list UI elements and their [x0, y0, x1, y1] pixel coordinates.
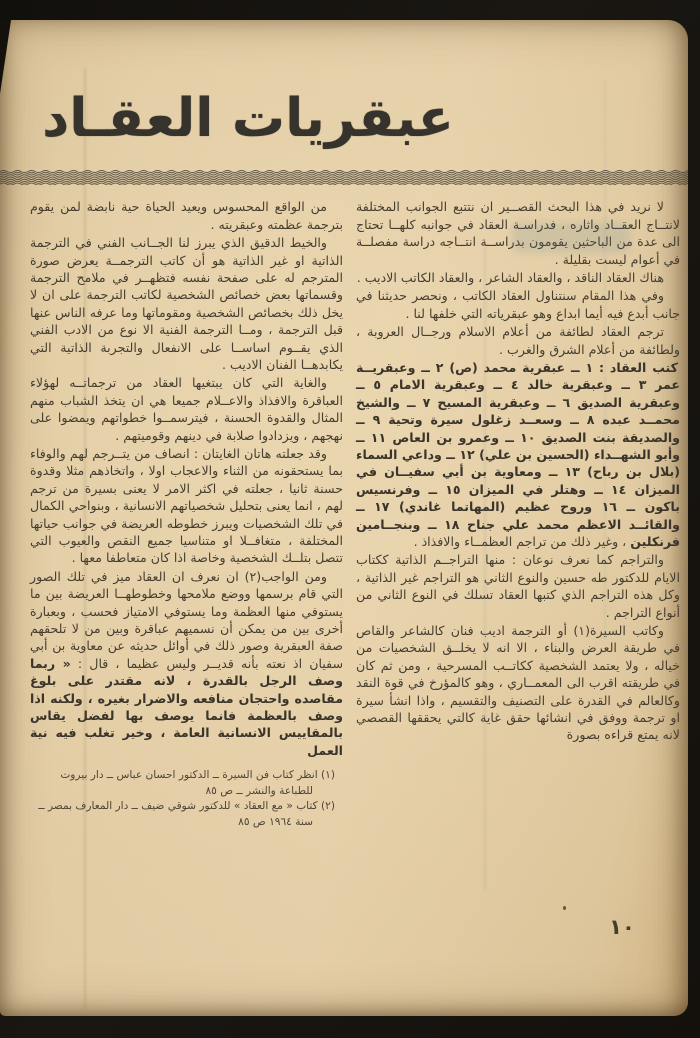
scanned-magazine-page — [0, 20, 688, 1016]
footnote-2: (٢) كتاب « مع العقاد » للدكتور شوقي ضيف ــ دار المعارف بمصر ــ سنة ١٩٦٤ ص ٨٥ — [38, 800, 335, 828]
footnotes — [30, 768, 343, 830]
page-number: ١٠ — [609, 915, 635, 939]
paragraph-translations: ترجم العقاد لطائفة من أعلام الاسلام ورجــال العروبة ، ولطائفة من أعلام الشرق والغرب . — [356, 324, 680, 357]
ink-bleed-line — [604, 80, 606, 640]
paper-speck — [563, 906, 566, 910]
ink-bleed-ghost-text — [512, 223, 630, 253]
scan-corner-shadow — [0, 20, 11, 94]
article-body — [0, 185, 688, 830]
paragraph-continuation: من الواقع المحسوس ويعيد الحياة حية نابضة لمن يقوم بترجمة عظمته وعبقريته . — [30, 199, 343, 232]
paragraph-scope: وفي هذا المقام سنتناول العقاد الكاتب ، ونحصر حديثنا في جانب أبدع فيه أيما ابداع وهو عبقرياته التي خلفها لنا . — [356, 288, 680, 321]
column-left — [30, 198, 343, 830]
paragraph-intro: لا نريد في هذا البحث القصــير ان نتتبع الجوانب المختلفة لانتــاج العقــاد واثاره ، فدراسـة العقاد في جوانبه كلهــا تحتاج الى عدة من الباحثين يقومون بدراســة انتــاجه دراسة مفصلــة في أعوام ليست بقليلة . — [356, 199, 680, 267]
decorative-wavy-rule — [0, 170, 688, 185]
footnote-1: (١) انظر كتاب فن السيرة ــ الدكتور احسان عباس ــ دار بيروت للطباعة والنشر ــ ص ٨٥ — [60, 769, 335, 797]
page-title: عبقريات العقـاد — [42, 88, 454, 149]
paragraph-aqqad-roles: هناك العقاد الناقد ، والعقاد الشاعر ، والعقاد الكاتب الاديب . — [356, 269, 664, 285]
column-right — [356, 198, 680, 745]
paragraph-muawiya-quote — [30, 568, 343, 759]
paragraph-biographer-art: وكاتب السيرة(١) أو الترجمة اديب فنان كالشاعر والقاص في طريقة العرض والبناء ، الا انه لا يخلــق الشخصيات من خياله ، ولا يعتمد الشخصية ككاتــب المسرحية ، ومن ثم كان في طريقته اقرب الى المعمــاري ، وهو كالمؤرخ في قوة النقد وكالعالم في القدرة على التصنيف والتقسيم ، واذا انشأ سيرة او ترجمة ووفق في انشائها حقق غاية كالتي يحققها القصصي لانه يمتع قراءه بصورة — [356, 623, 680, 743]
paragraph-fine-thread: والخيط الدقيق الذي يبرز لنا الجــانب الفني في الترجمة الذاتية او غير الذاتية هو أن كاتب الترجمــة يعرض صورة المترجم له على صفحة نفسه فتظهــر في ملامح الترجمة وقسماتها بعض خصائص الشخصية لكاتب الترجمة على ان لا يخل ذلك بخصائص الشخصية ومقوماتها وما عرفه الناس عنها قبل الترجمة ، ومــا الترجمة الفنية الا نوع من الادب الفني الذي يقــوم اساســا على الانفعال والتجربة الذاتية التي يكابدهــا الفنان الاديب . — [30, 235, 343, 372]
book-list-tail: ، وغير ذلك من تراجم العظمــاء والافذاذ . — [413, 534, 631, 550]
book-list-bold: كتب العقاد : ١ ــ عبقرية محمد (ص) ٢ ــ وعبقريــة عمر ٣ ــ وعبقرية خالد ٤ ــ وعبقرية الامام ٥ ــ وعبقرية الصديق ٦ ــ وعبقرية المسيح ٧ ــ والشيخ محمــد عبده ٨ ــ وسعــد زغلول سيرة وتحية ٩ ــ والصديقة بنت الصديق ١٠ ــ وعمرو بن العاص ١١ ــ وأبو الشهــداء (الحسين بن علي) ١٢ ــ وداعي السماء (بلال بن رباح) ١٣ ــ ومعاوية بن أبي سفيــان في الميزان ١٤ ــ وهتلر في الميزان ١٥ ــ وفرنسيس باكون ــ ١٦ وروح عظيم (المهاتما غاندي) ١٧ ــ والقائــد الاعظم محمد علي جناح ١٨ ــ وبنجــامين فرنكلين — [356, 359, 680, 550]
paragraph-biography-types: والتراجم كما نعرف نوعان : منها التراجــم الذاتية ككتاب الايام للدكتور طه حسين والنوع الثاني هو التراجم غير الذاتية ، وكل هذه التراجم الذي كتبها العقاد تسلك في النوع الثاني من أنواع التراجم . — [356, 552, 680, 620]
quote-lead: ومن الواجب(٢) ان نعرف ان العقاد ميز في تلك الصور التي قام برسمها ووضع ملامحها وخطوطهــا العريضة بين ما يستوفي منها العظمة وما يستوفي الامتياز فحسب ، وبعبارة أخرى بين من يمكن أن نسميهم عباقرة وبين من لا تلحقهم صفة العبقرية وصور ذلك في أوائل حديثه عن معاوية بن أبي سفيان اذ نعته بأنه قديــر وليس عظيما ، قال : — [30, 568, 344, 671]
paragraph-two-aims: وقد جعلته هاتان الغايتان : انصاف من يتــرجم لهم والوفاء بما يستحقونه من الثناء والاعجاب اولا ، واتخاذهم مثلا وقدوة حسنة ثانيا ، جعلته في اكثر الامر لا يعنى بسيرة من ترجم لهم ، انما يعنى بتحليل شخصياتهم الانسانية ، وبنواحي الكمال في تلك الشخصيات ويبرز خطوطه العريضة في جوانب حياتها المختلفة ، متغافــلا او متناسيا جميع النقص والعيوب التي تتصل بتلــك الشخصية وخاصة اذا كان متعاطفا معها . — [30, 445, 343, 566]
paper-crease — [84, 68, 86, 1008]
quote-bold-text: « ربما وصف الرجل بالقدرة ، لانه مقتدر على بلوغ مقاصده واحتجان منافعه والاضرار بغيره ، ولكنه اذا وصف بالعظمة فانما يوصف بها لفضل يقاس بالمقاييس الانسانية العامة ، وخير تغلب فيه نية العمل — [30, 655, 343, 758]
paragraph-book-list — [356, 359, 680, 550]
ink-bleed-line — [484, 245, 486, 890]
paragraph-purpose: والغاية التي كان يبتغيها العقاد من ترجماتــه لهؤلاء العباقرة والافذاذ والاعــلام جميعا هي ان يتخذ الشباب منهم المثال والقدوة الحسنة ، فيترسمــوا خطواتهم ويمضوا على نهجهم ، ويزدادوا صلابة في دينهم وقوميتهم . — [30, 375, 343, 443]
